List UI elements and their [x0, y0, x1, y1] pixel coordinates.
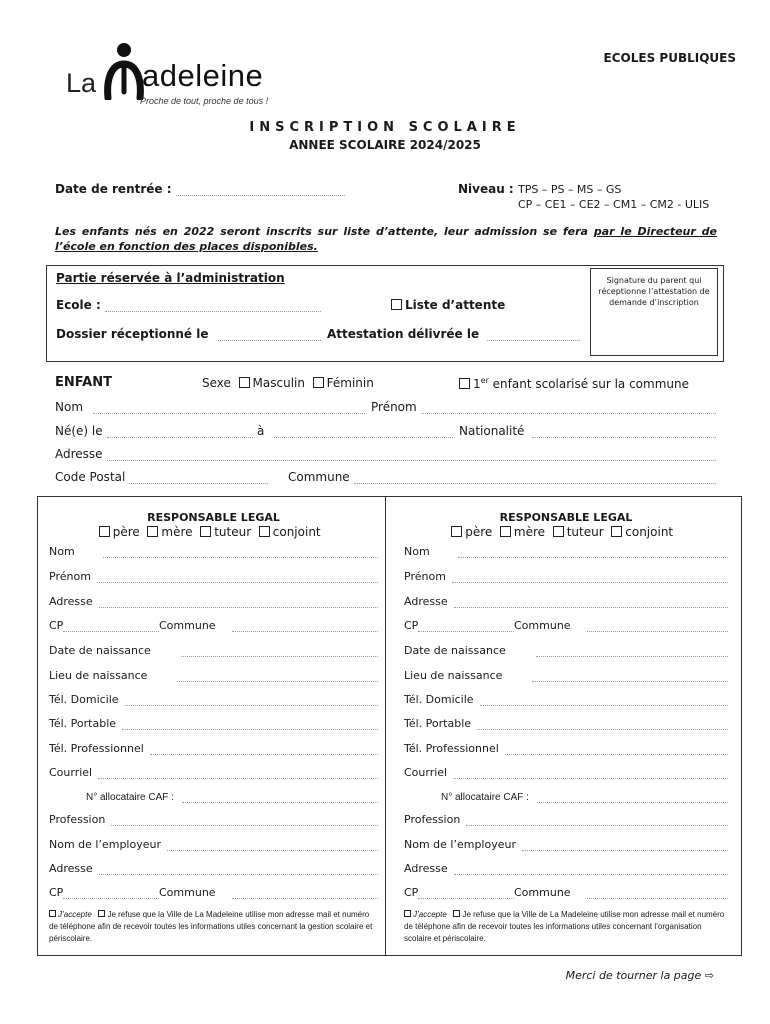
enfant-cp-field[interactable]: [129, 472, 268, 484]
resp2-tel-portable-row: [404, 717, 728, 730]
resp2-commune2-field[interactable]: [587, 887, 728, 899]
resp1-title: RESPONSABLE LEGAL: [147, 511, 280, 524]
dossier-row: [56, 327, 321, 341]
resp1-tel-pro-field[interactable]: [150, 743, 378, 755]
resp2-consent: [404, 909, 726, 945]
enfant-nom-label: Nom: [55, 400, 84, 414]
resp1-lieu-naissance-field[interactable]: [177, 670, 378, 682]
resp2-tel-pro-row: [404, 742, 728, 755]
enfant-a-label: à: [257, 424, 265, 438]
resp1-nom-field[interactable]: [103, 546, 378, 558]
resp1-consent: [49, 909, 376, 945]
resp1-lieu-naissance-label: Lieu de naissance: [49, 669, 148, 682]
masculin-label: Masculin: [252, 376, 305, 390]
resp2-lieu-naissance-label: Lieu de naissance: [404, 669, 503, 682]
logo: [62, 40, 302, 112]
sexe-group: [202, 376, 374, 390]
resp2-prenom-label: Prénom: [404, 570, 446, 583]
resp2-tel-pro-field[interactable]: [505, 743, 728, 755]
resp2-commune2-label: Commune: [514, 886, 571, 899]
resp2-cp2-field[interactable]: [418, 887, 514, 899]
resp2-role-label: mère: [513, 525, 546, 539]
resp1-role-checkbox[interactable]: [259, 526, 270, 537]
resp1-role-label: conjoint: [272, 525, 321, 539]
ecole-label: Ecole :: [56, 298, 101, 312]
resp1-commune2-row: [159, 886, 378, 899]
enfant-prenom-field[interactable]: [421, 402, 716, 414]
liste-attente-label: Liste d’attente: [405, 298, 506, 312]
resp1-nom-label: Nom: [49, 545, 75, 558]
sexe-label: Sexe: [202, 376, 231, 390]
resp2-profession-row: [404, 813, 728, 826]
resp2-tel-portable-field[interactable]: [477, 718, 728, 730]
resp1-cp-field[interactable]: [63, 620, 159, 632]
resp2-role-checkbox[interactable]: [611, 526, 622, 537]
resp1-adresse2-label: Adresse: [49, 862, 93, 875]
resp1-roles: [49, 525, 378, 539]
resp1-profession-label: Profession: [49, 813, 106, 826]
liste-attente[interactable]: [391, 298, 505, 312]
enfant-adresse-row: [55, 447, 716, 461]
liste-attente-checkbox[interactable]: [391, 299, 402, 310]
resp1-commune-row: [159, 619, 378, 632]
enfant-commune-field[interactable]: [354, 472, 716, 484]
enfant-lieu-row: [257, 424, 453, 438]
niveau-label: Niveau :: [458, 182, 514, 196]
resp2-adresse2-label: Adresse: [404, 862, 448, 875]
premier-enfant-checkbox[interactable]: [459, 378, 470, 389]
enfant-nationalite-label: Nationalité: [459, 424, 525, 438]
resp2-cp2-label: CP: [404, 886, 419, 899]
notice-underlined: par le Directeur de l’école en fonction des places disponibles.: [55, 225, 717, 253]
resp2-courriel-row: [404, 766, 728, 779]
resp2-role-label: tuteur: [566, 525, 604, 539]
resp1-adresse-label: Adresse: [49, 595, 93, 608]
resp2-date-naissance-field[interactable]: [536, 645, 728, 657]
resp1-tel-portable-label: Tél. Portable: [49, 717, 117, 730]
resp1-role-label: tuteur: [214, 525, 252, 539]
resp1-accepte-checkbox[interactable]: [49, 910, 56, 917]
resp2-refuse-text: Je refuse que la Ville de La Madeleine utilise mon adresse mail et numéro de téléphone afin de recevoir toutes les informations utiles concernant l’organisation scolaire et périscolaire.: [404, 910, 725, 943]
resp2-tel-portable-label: Tél. Portable: [404, 717, 472, 730]
premier-enfant: [459, 376, 689, 391]
attestation-row: [327, 327, 580, 341]
enfant-lieu-field[interactable]: [274, 426, 453, 438]
resp2-nom-field[interactable]: [458, 546, 728, 558]
enfant-nationalite-field[interactable]: [532, 426, 716, 438]
resp2-accepte-label: J’accepte: [413, 910, 447, 919]
resp1-date-naissance-field[interactable]: [181, 645, 378, 657]
resp2-role-checkbox[interactable]: [500, 526, 511, 537]
resp1-prenom-field[interactable]: [97, 571, 378, 583]
ecole-field[interactable]: [105, 300, 321, 312]
resp1-caf-field[interactable]: [182, 791, 378, 803]
enfant-adresse-field[interactable]: [107, 449, 716, 461]
footer-turn-page: Merci de tourner la page ⇨: [565, 969, 714, 982]
notice: [55, 224, 717, 254]
resp1-accepte-label: J’accepte: [58, 910, 92, 919]
premier-sup: er: [480, 376, 489, 385]
masculin-checkbox[interactable]: [239, 377, 250, 388]
resp2-date-naissance-label: Date de naissance: [404, 644, 506, 657]
resp2-profession-label: Profession: [404, 813, 461, 826]
resp2-refuse-checkbox[interactable]: [453, 910, 460, 917]
resp1-prenom-row: [49, 570, 378, 583]
resp1-caf-label: N° allocataire CAF :: [86, 792, 174, 803]
premier-suffix: enfant scolarisé sur la commune: [488, 377, 689, 391]
resp2-adresse-label: Adresse: [404, 595, 448, 608]
dossier-label: Dossier réceptionné le: [56, 327, 209, 341]
resp2-employeur-label: Nom de l’employeur: [404, 838, 516, 851]
resp2-tel-pro-label: Tél. Professionnel: [404, 742, 499, 755]
responsables-divider: [385, 496, 386, 956]
enfant-ne-label: Né(e) le: [55, 424, 103, 438]
date-rentree-field[interactable]: [176, 184, 345, 196]
resp2-roles: [404, 525, 728, 539]
resp1-lieu-naissance-row: [49, 669, 378, 682]
form-title: INSCRIPTION SCOLAIRE: [249, 120, 521, 135]
date-rentree-row: [55, 182, 345, 196]
resp2-cp-label: CP: [404, 619, 419, 632]
resp1-commune2-field[interactable]: [232, 887, 378, 899]
resp2-commune-row: [514, 619, 728, 632]
resp2-date-naissance-row: [404, 644, 728, 657]
resp1-date-naissance-label: Date de naissance: [49, 644, 151, 657]
school-year: ANNEE SCOLAIRE 2024/2025: [289, 138, 481, 152]
resp2-title: RESPONSABLE LEGAL: [499, 511, 633, 524]
resp2-role-label: père: [465, 525, 493, 539]
resp2-courriel-field[interactable]: [453, 767, 728, 779]
dossier-field[interactable]: [218, 329, 321, 341]
resp2-prenom-row: [404, 570, 728, 583]
enfant-cp-row: [55, 470, 268, 484]
resp1-role-checkbox[interactable]: [200, 526, 211, 537]
resp2-commune2-row: [514, 886, 728, 899]
notice-text: Les enfants nés en 2022 seront inscrits sur liste d’attente, leur admission se fera: [55, 225, 594, 238]
enfant-title: ENFANT: [55, 375, 112, 390]
resp1-adresse2-row: [49, 862, 378, 875]
resp2-caf-row: [441, 791, 728, 803]
resp2-role-checkbox[interactable]: [553, 526, 564, 537]
feminin-label: Féminin: [326, 376, 374, 390]
resp1-profession-field[interactable]: [111, 814, 378, 826]
resp1-employeur-label: Nom de l’employeur: [49, 838, 161, 851]
resp2-commune-label: Commune: [514, 619, 571, 632]
enfant-ne-field[interactable]: [107, 426, 253, 438]
enfant-commune-row: [288, 470, 716, 484]
resp2-role-label: conjoint: [625, 525, 674, 539]
resp1-tel-portable-row: [49, 717, 378, 730]
enfant-ne-row: [55, 424, 253, 438]
resp2-nom-label: Nom: [404, 545, 430, 558]
enfant-cp-label: Code Postal: [55, 470, 126, 484]
resp1-tel-domicile-field[interactable]: [125, 694, 378, 706]
resp2-caf-field[interactable]: [537, 791, 728, 803]
resp1-tel-domicile-row: [49, 693, 378, 706]
resp1-role-label: père: [112, 525, 140, 539]
resp1-employeur-row: [49, 838, 378, 851]
resp2-employeur-row: [404, 838, 728, 851]
resp1-nom-row: [49, 545, 378, 558]
resp1-tel-domicile-label: Tél. Domicile: [49, 693, 119, 706]
enfant-prenom-row: [371, 400, 716, 414]
resp1-tel-pro-row: [49, 742, 378, 755]
resp1-prenom-label: Prénom: [49, 570, 91, 583]
niveau-line1: TPS – PS – MS – GS: [518, 183, 622, 196]
resp1-cp-row: [49, 619, 159, 632]
resp2-prenom-field[interactable]: [452, 571, 728, 583]
resp2-cp-row: [404, 619, 514, 632]
niveau-line2: CP – CE1 – CE2 – CM1 – CM2 - ULIS: [518, 198, 710, 211]
resp1-cp2-label: CP: [49, 886, 64, 899]
resp2-employeur-field[interactable]: [522, 839, 728, 851]
admin-title: Partie réservée à l’administration: [56, 271, 285, 285]
feminin-checkbox[interactable]: [313, 377, 324, 388]
resp1-role-checkbox[interactable]: [147, 526, 158, 537]
resp1-adresse-row: [49, 595, 378, 608]
attestation-field[interactable]: [487, 329, 580, 341]
resp1-tel-portable-field[interactable]: [122, 718, 378, 730]
resp2-role-checkbox[interactable]: [451, 526, 462, 537]
resp2-adresse2-row: [404, 862, 728, 875]
date-rentree-label: Date de rentrée :: [55, 182, 172, 196]
enfant-commune-label: Commune: [288, 470, 350, 484]
resp1-cp-label: CP: [49, 619, 64, 632]
resp2-commune-field[interactable]: [587, 620, 728, 632]
resp2-cp2-row: [404, 886, 514, 899]
resp1-adresse-field[interactable]: [99, 596, 378, 608]
resp2-tel-domicile-label: Tél. Domicile: [404, 693, 474, 706]
logo-figure-icon: [104, 42, 144, 100]
signature-text: Signature du parent qui réceptionne l’attestation de demande d’inscription: [598, 276, 710, 307]
resp1-courriel-field[interactable]: [98, 767, 378, 779]
enfant-adresse-label: Adresse: [55, 447, 103, 461]
school-type: ECOLES PUBLIQUES: [603, 51, 736, 65]
resp1-commune2-label: Commune: [159, 886, 216, 899]
resp2-lieu-naissance-row: [404, 669, 728, 682]
resp1-caf-row: [86, 791, 378, 803]
resp2-courriel-label: Courriel: [404, 766, 448, 779]
resp2-adresse2-field[interactable]: [454, 863, 728, 875]
logo-tagline: Proche de tout, proche de tous !: [140, 96, 269, 106]
resp2-caf-label: N° allocataire CAF :: [441, 792, 529, 803]
resp2-lieu-naissance-field[interactable]: [532, 670, 728, 682]
resp1-refuse-text: Je refuse que la Ville de La Madeleine utilise mon adresse mail et numéro de téléphone afin de recevoir toutes les informations utiles concernant la gestion scolaire et périscolaire.: [49, 910, 373, 943]
resp2-accepte-checkbox[interactable]: [404, 910, 411, 917]
resp1-refuse-checkbox[interactable]: [98, 910, 105, 917]
resp1-courriel-row: [49, 766, 378, 779]
attestation-label: Attestation délivrée le: [327, 327, 480, 341]
enfant-nom-row: [55, 400, 365, 414]
resp2-profession-field[interactable]: [466, 814, 728, 826]
resp1-cp2-row: [49, 886, 159, 899]
resp2-adresse-field[interactable]: [454, 596, 728, 608]
resp1-employeur-field[interactable]: [167, 839, 378, 851]
enfant-nationalite-row: [459, 424, 716, 438]
resp1-date-naissance-row: [49, 644, 378, 657]
resp1-role-checkbox[interactable]: [99, 526, 110, 537]
resp2-cp-field[interactable]: [418, 620, 514, 632]
resp1-commune-label: Commune: [159, 619, 216, 632]
resp1-adresse2-field[interactable]: [99, 863, 378, 875]
logo-word: adeleine: [142, 58, 264, 93]
resp1-role-label: mère: [161, 525, 193, 539]
resp2-nom-row: [404, 545, 728, 558]
resp1-commune-field[interactable]: [232, 620, 378, 632]
ecole-row: [56, 298, 321, 312]
logo-la: La: [66, 68, 97, 98]
enfant-prenom-label: Prénom: [371, 400, 417, 414]
resp1-profession-row: [49, 813, 378, 826]
resp2-adresse-row: [404, 595, 728, 608]
enfant-nom-field[interactable]: [93, 402, 365, 414]
resp1-tel-pro-label: Tél. Professionnel: [49, 742, 144, 755]
resp2-tel-domicile-field[interactable]: [480, 694, 728, 706]
resp1-courriel-label: Courriel: [49, 766, 93, 779]
resp1-cp2-field[interactable]: [63, 887, 159, 899]
premier-prefix: 1: [473, 377, 481, 391]
resp2-tel-domicile-row: [404, 693, 728, 706]
